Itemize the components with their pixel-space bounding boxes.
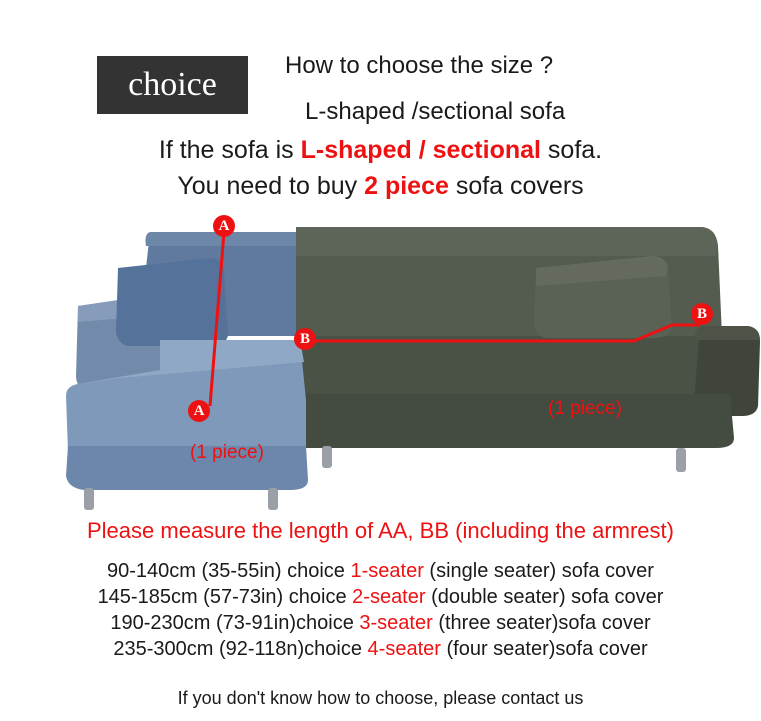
right-sofa-arm-top (694, 326, 760, 340)
size-seater: 3-seater (359, 612, 433, 634)
intro-line-1 (0, 132, 761, 168)
size-range: 190-230cm (73-91in)choice (110, 612, 360, 634)
piece-label-left: (1 piece) (190, 442, 264, 463)
sofa-illustration (0, 210, 761, 515)
left-chaise-leg-left (84, 488, 94, 510)
right-sofa-leg-right (676, 448, 686, 472)
size-range: 235-300cm (92-118n)choice (113, 638, 368, 660)
size-row (0, 584, 761, 610)
size-rest: (double seater) sofa cover (425, 586, 664, 608)
size-list (0, 558, 761, 662)
right-sofa-leg-left (322, 446, 332, 468)
size-range: 145-185cm (57-73in) choice (97, 586, 353, 608)
marker-a-bottom: A (188, 400, 210, 422)
intro-line-2-part-a: You need to buy (177, 172, 365, 200)
size-rest: (single seater) sofa cover (423, 560, 654, 582)
size-seater: 2-seater (352, 586, 426, 608)
marker-b-left: B (294, 328, 316, 350)
page-subtitle: L-shaped /sectional sofa (305, 98, 566, 125)
page-title: How to choose the size ? (285, 52, 554, 79)
intro-line-2 (0, 168, 761, 204)
right-sofa-seat (290, 336, 726, 394)
size-seater: 1-seater (350, 560, 424, 582)
left-chaise-leg-right (268, 488, 278, 510)
intro-line-1-part-a: If the sofa is (158, 136, 301, 164)
size-row (0, 636, 761, 662)
size-seater: 4-seater (367, 638, 441, 660)
brand-logo: choice (97, 56, 248, 114)
size-rest: (four seater)sofa cover (440, 638, 648, 660)
piece-label-right: (1 piece) (548, 398, 622, 419)
right-sofa-backrest-top (296, 227, 718, 256)
intro-line-2-highlight: 2 piece (364, 172, 449, 200)
size-rest: (three seater)sofa cover (432, 612, 651, 634)
sofa-diagram-svg (0, 210, 761, 515)
size-range: 90-140cm (35-55in) choice (107, 560, 351, 582)
left-chaise-base (66, 446, 308, 490)
right-sofa-base (290, 394, 734, 448)
header (0, 22, 761, 125)
measure-instruction: Please measure the length of AA, BB (including the armrest) (87, 518, 674, 543)
marker-a-top: A (213, 215, 235, 237)
marker-b-right: B (691, 303, 713, 325)
size-row (0, 558, 761, 584)
intro-block (0, 132, 761, 204)
intro-line-1-part-c: sofa. (540, 136, 603, 164)
contact-note: If you don't know how to choose, please contact us (177, 688, 584, 708)
size-row (0, 610, 761, 636)
intro-line-2-part-c: sofa covers (448, 172, 584, 200)
intro-line-1-highlight: L-shaped / sectional (300, 136, 541, 164)
left-chaise-pillow (116, 258, 228, 346)
